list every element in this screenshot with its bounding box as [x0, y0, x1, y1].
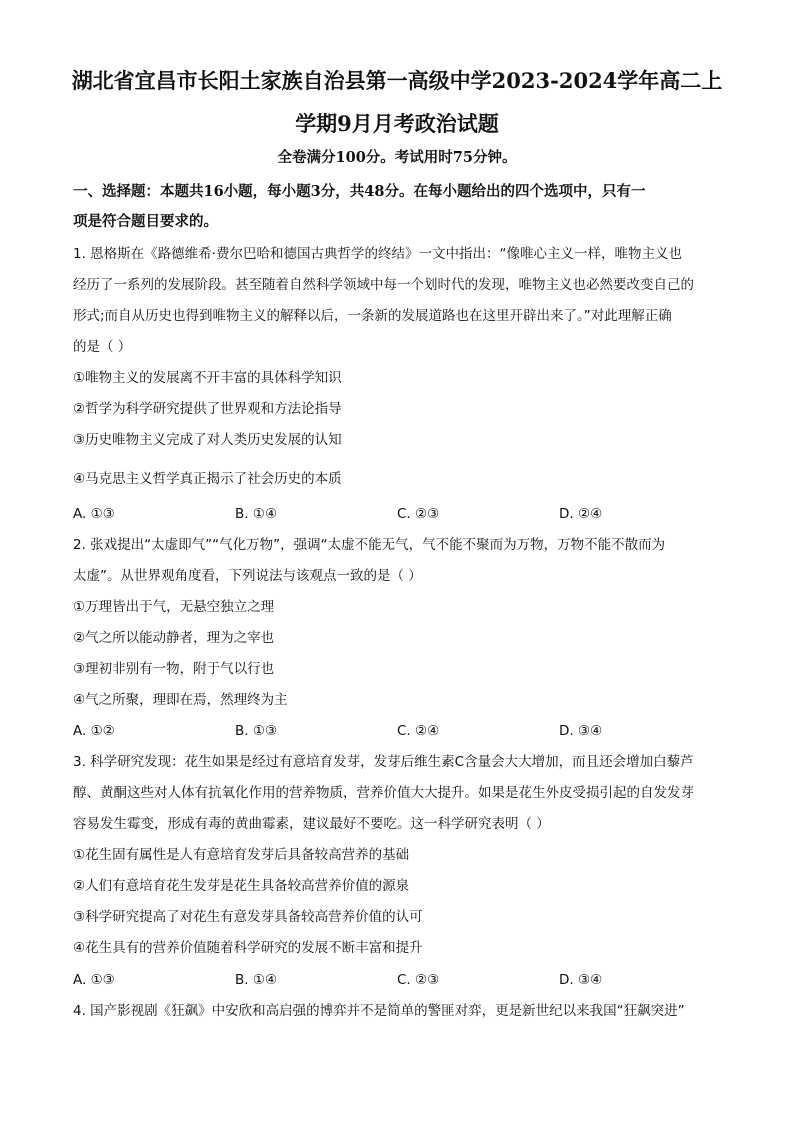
q3-option-d: D. ③④	[559, 972, 603, 988]
q2-statement: ③理初非别有一物，附于气以行也	[73, 661, 275, 677]
q1-option-b: B. ①④	[235, 506, 278, 522]
exam-score-time-note: 全卷满分100分。考试用时75分钟。	[277, 149, 517, 166]
q2-stem-line: 太虚”。从世界观角度看，下列说法与该观点一致的是（ ）	[73, 568, 422, 584]
q1-option-a: A. ①③	[73, 506, 115, 522]
q1-stem-line: 经历了一系列的发展阶段。甚至随着自然科学领域中每一个划时代的发现，唯物主义也必然要改变自己的	[73, 277, 694, 293]
q3-stem-line: 3. 科学研究发现：花生如果是经过有意培育发芽，发芽后维生素C含量会大大增加，而且还会增加白藜芦	[73, 754, 694, 770]
q4-stem-line: 4. 国产影视剧《狂飙》中安欣和高启强的博弈并不是简单的警匪对弈，更是新世纪以来我国“狂飙突进”	[73, 1003, 685, 1019]
q1-stem-line: 1. 恩格斯在《路德维希·费尔巴哈和德国古典哲学的终结》一文中指出：“像唯心主义一样，唯物主义也	[73, 246, 682, 262]
q2-stem-line: 2. 张戏提出“太虚即气”“气化万物”，强调“太虚不能无气，气不能不聚而为万物，万物不能不散而为	[73, 537, 666, 553]
q3-stem-line: 醇、黄酮这些对人体有抗氧化作用的营养物质，营养价值大大提升。如果是花生外皮受损引起的自发发芽	[73, 785, 694, 801]
q1-statement: ①唯物主义的发展离不开丰富的具体科学知识	[73, 370, 342, 386]
q3-option-b: B. ①④	[235, 972, 278, 988]
q1-statement: ③历史唯物主义完成了对人类历史发展的认知	[73, 432, 342, 448]
q3-statement: ③科学研究提高了对花生有意发芽具备较高营养价值的认可	[73, 909, 423, 925]
q3-option-a: A. ①③	[73, 972, 115, 988]
q3-option-c: C. ②③	[397, 972, 440, 988]
q3-stem-line: 容易发生霉变，形成有毒的黄曲霉素，建议最好不要吃。这一科学研究表明（ ）	[73, 816, 550, 832]
exam-title-line-1: 湖北省宜昌市长阳土家族自治县第一高级中学2023-2024学年高二上	[71, 68, 723, 93]
q2-statement: ②气之所以能动静者，理为之宰也	[73, 630, 275, 646]
q3-statement: ①花生固有属性是人有意培育发芽后具备较高营养的基础	[73, 847, 410, 863]
q3-statement: ②人们有意培育花生发芽是花生具备较高营养价值的源泉	[73, 878, 410, 894]
section-heading-line-2: 项是符合题目要求的。	[73, 213, 218, 230]
q1-stem-line: 的是（ ）	[73, 339, 132, 355]
q1-option-c: C. ②③	[397, 506, 440, 522]
q3-statement: ④花生具有的营养价值随着科学研究的发展不断丰富和提升	[73, 940, 423, 956]
q1-stem-line: 形式;而自从历史也得到唯物主义的解释以后，一条新的发展道路也在这里开辟出来了。”对此理解正确	[73, 308, 672, 324]
q2-statement: ④气之所聚，理即在焉，然理终为主	[73, 692, 288, 708]
q2-option-c: C. ②④	[397, 723, 440, 739]
section-heading-line-1: 一、选择题：本题共16小题，每小题3分，共48分。在每小题给出的四个选项中，只有一	[73, 183, 646, 200]
q1-option-d: D. ②④	[559, 506, 603, 522]
q2-option-a: A. ①②	[73, 723, 115, 739]
q2-statement: ①万理皆出于气，无悬空独立之理	[73, 599, 275, 615]
q2-option-d: D. ③④	[559, 723, 603, 739]
q2-option-b: B. ①③	[235, 723, 278, 739]
q1-statement: ④马克思主义哲学真正揭示了社会历史的本质	[73, 471, 342, 487]
q1-statement: ②哲学为科学研究提供了世界观和方法论指导	[73, 401, 342, 417]
exam-title-line-2: 学期9月月考政治试题	[295, 111, 499, 136]
